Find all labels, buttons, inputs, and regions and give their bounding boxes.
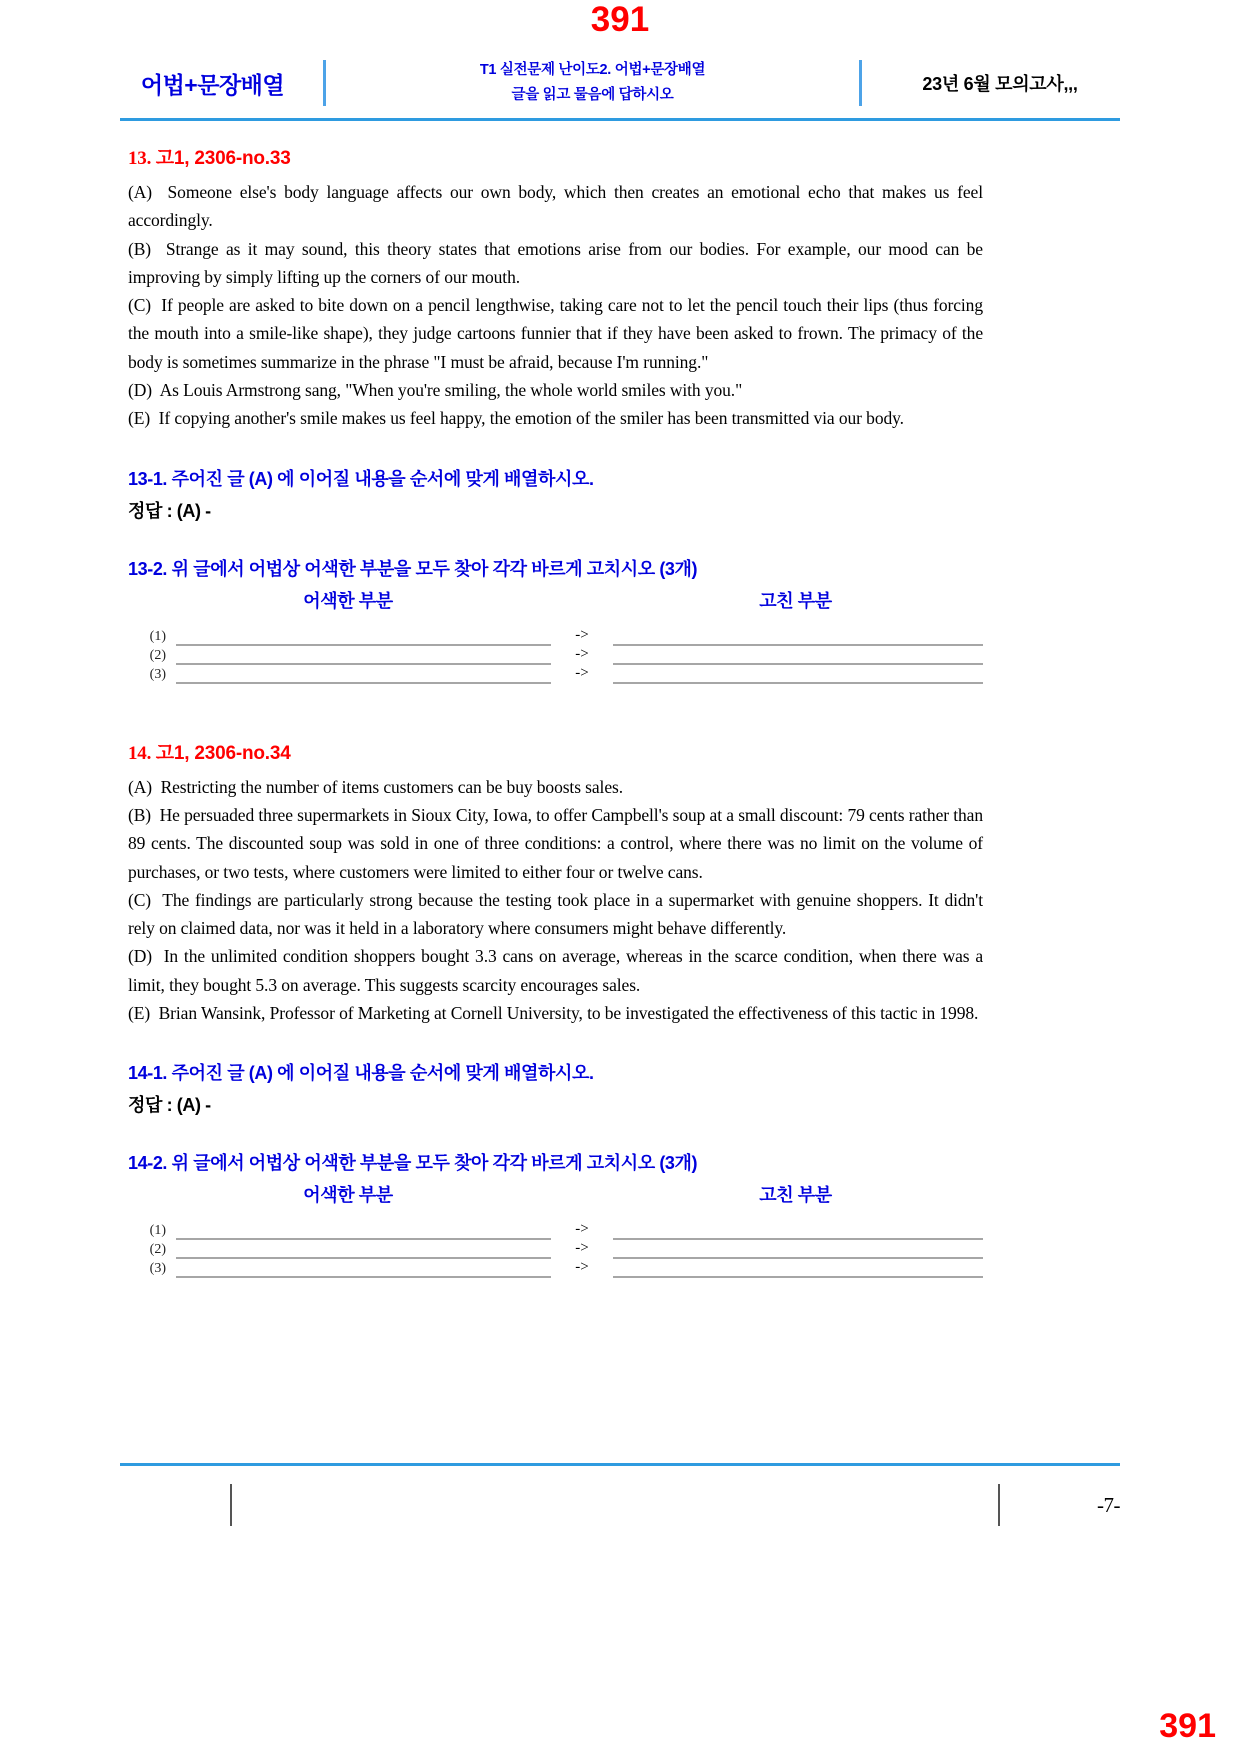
header-center-line-1: T1 실전문제 난이도2. 어법+문장배열 xyxy=(479,61,706,78)
question-14-number: 14. xyxy=(128,742,152,764)
passage-label-B: (B) xyxy=(128,804,152,825)
correction-row-number: (3) xyxy=(149,666,166,682)
bottom-folio-number: 391 xyxy=(1159,1707,1216,1745)
subquestion-14-1-prompt: 주어진 글 (A) 에 이어질 내용을 순서에 맞게 배열하시오. xyxy=(171,1063,594,1084)
question-13-source: 고1, 2306-no.33 xyxy=(155,148,291,169)
correction-input-fixed[interactable] xyxy=(613,1240,983,1259)
question-13-title xyxy=(128,143,983,170)
header-center-line-2: 글을 읽고 물음에 답하시오 xyxy=(511,87,674,103)
correction-input-fixed[interactable] xyxy=(613,1259,983,1278)
correction-input-incorrect[interactable] xyxy=(176,646,551,665)
passage-label-E: (E) xyxy=(128,1003,151,1024)
header-divider-left xyxy=(323,60,326,106)
subquestion-13-2-number: 13-2. xyxy=(128,558,168,579)
question-14-title xyxy=(128,738,983,765)
correction-input-fixed[interactable] xyxy=(613,646,983,665)
correction-input-incorrect[interactable] xyxy=(176,665,551,684)
correction-input-incorrect[interactable] xyxy=(176,1240,551,1259)
correction-table-14-header xyxy=(128,1181,983,1207)
subquestion-14-2-number: 14-2. xyxy=(128,1153,168,1174)
header-left-title: 어법+문장배열 xyxy=(140,71,285,98)
subquestion-13-2 xyxy=(128,555,983,581)
correction-input-fixed[interactable] xyxy=(613,1221,983,1240)
passage-text-D: In the unlimited condition shoppers bought 3.3 cans on average, whereas in the scarce condition, when there was a limit, they bought 5.3 on average. This suggests scarcity encourages sales. xyxy=(128,946,983,995)
footer-rule xyxy=(120,1463,1120,1466)
passage-text-C: If people are asked to bite down on a pencil lengthwise, taking care not to let the pencil touch their lips (thus forcing the mouth into a smile-like shape), they judge cartoons funnier that if they have been asked to frown. The primacy of the body is sometimes summarize in the phrase "I must be afraid, because I'm running." xyxy=(128,295,983,372)
question-13-number: 13. xyxy=(128,148,152,169)
correction-arrow-icon: -> xyxy=(575,1259,589,1276)
subquestion-14-2-prompt: 위 글에서 어법상 어색한 부분을 모두 찾아 각각 바르게 고치시오 (3개) xyxy=(171,1153,698,1174)
correction-input-incorrect[interactable] xyxy=(176,1221,551,1240)
passage-text-E: Brian Wansink, Professor of Marketing at Cornell University, to be investigated the effectiveness of this tactic in 1998. xyxy=(158,1003,979,1024)
footer-divider-left xyxy=(230,1484,232,1526)
correction-col-spacer xyxy=(558,1181,608,1207)
header-rule xyxy=(120,118,1120,121)
correction-input-incorrect[interactable] xyxy=(176,627,551,646)
correction-input-fixed[interactable] xyxy=(613,665,983,684)
passage-text-B: Strange as it may sound, this theory states that emotions arise from our bodies. For example, our mood can be improving by simply lifting up the corners of our mouth. xyxy=(128,238,983,287)
subquestion-14-1 xyxy=(128,1059,983,1085)
passage-text-A: Restricting the number of items customers can be buy boosts sales. xyxy=(160,776,623,797)
answer-field-14-1[interactable]: 정답 : (A) - xyxy=(128,1095,211,1116)
passage-13-D xyxy=(128,376,983,404)
correction-table-13-header xyxy=(128,587,983,613)
correction-arrow-icon: -> xyxy=(575,664,589,681)
correction-col-left-label: 어색한 부분 xyxy=(303,590,393,611)
passage-14-E xyxy=(128,999,983,1027)
passage-label-E: (E) xyxy=(128,408,151,429)
passage-label-D: (D) xyxy=(128,380,152,401)
worksheet-content xyxy=(128,143,983,1278)
correction-input-incorrect[interactable] xyxy=(176,1259,551,1278)
correction-arrow-icon: -> xyxy=(575,1240,589,1257)
question-block-14 xyxy=(128,738,983,1279)
passage-13-B xyxy=(128,235,983,292)
correction-row-number: (1) xyxy=(149,628,166,644)
correction-arrow-icon: -> xyxy=(575,1221,589,1238)
correction-row xyxy=(128,1259,983,1278)
correction-table-14-rows xyxy=(128,1221,983,1278)
passage-label-B: (B) xyxy=(128,238,152,259)
correction-row-number: (1) xyxy=(149,1223,166,1239)
header-divider-right xyxy=(859,60,862,106)
correction-col-right-label: 고친 부분 xyxy=(759,590,832,611)
correction-row xyxy=(128,665,983,684)
footer-page-marker: -7- xyxy=(1097,1492,1120,1517)
passage-label-A: (A) xyxy=(128,776,152,797)
answer-field-13-1[interactable]: 정답 : (A) - xyxy=(128,500,211,521)
passage-label-C: (C) xyxy=(128,295,152,316)
correction-row xyxy=(128,1221,983,1240)
correction-row xyxy=(128,646,983,665)
subquestion-14-2 xyxy=(128,1149,983,1175)
correction-row-number: (2) xyxy=(149,647,166,663)
header-center-title xyxy=(344,58,841,109)
subquestion-13-2-prompt: 위 글에서 어법상 어색한 부분을 모두 찾아 각각 바르게 고치시오 (3개) xyxy=(171,558,698,579)
question-14-source: 고1, 2306-no.34 xyxy=(155,742,291,764)
correction-col-right-label: 고친 부분 xyxy=(759,1185,832,1206)
header-right-title: 23년 6월 모의고사,,, xyxy=(922,74,1078,94)
passage-14-C xyxy=(128,886,983,943)
passage-14-B xyxy=(128,801,983,886)
passage-label-D: (D) xyxy=(128,946,152,967)
correction-row-number: (2) xyxy=(149,1242,166,1258)
question-block-13 xyxy=(128,143,983,684)
passage-13-C xyxy=(128,291,983,376)
passage-text-C: The findings are particularly strong because the testing took place in a supermarket with genuine shoppers. It didn't rely on claimed data, nor was it held in a laboratory where consumers might behave differently. xyxy=(128,889,984,939)
passage-14-A xyxy=(128,773,983,801)
correction-row-number: (3) xyxy=(149,1261,166,1277)
subquestion-13-1 xyxy=(128,465,983,491)
top-folio-number: 391 xyxy=(590,0,650,39)
correction-row xyxy=(128,1240,983,1259)
passage-13-E xyxy=(128,404,983,432)
subquestion-13-1-prompt: 주어진 글 (A) 에 이어질 내용을 순서에 맞게 배열하시오. xyxy=(171,468,594,489)
passage-text-D: As Louis Armstrong sang, "When you're smiling, the whole world smiles with you." xyxy=(159,380,743,401)
correction-arrow-icon: -> xyxy=(575,626,589,643)
passage-14-D xyxy=(128,942,983,999)
passage-label-A: (A) xyxy=(128,182,152,202)
passage-text-B: He persuaded three supermarkets in Sioux City, Iowa, to offer Campbell's soup at a small discount: 79 cents rather than 89 cents. The discounted soup was sold in one of three conditions: a control, where there was no limit on the volume of purchases, or two tests, where customers were limited to either four or twelve cans. xyxy=(128,804,983,882)
passage-text-A: Someone else's body language affects our own body, which then creates an emotional echo that makes us feel accordingly. xyxy=(128,182,983,231)
correction-row xyxy=(128,627,983,646)
passage-text-E: If copying another's smile makes us feel happy, the emotion of the smiler has been transmitted via our body. xyxy=(158,408,904,429)
correction-arrow-icon: -> xyxy=(575,645,589,662)
subquestion-14-1-number: 14-1. xyxy=(128,1063,168,1084)
correction-col-left-label: 어색한 부분 xyxy=(303,1185,393,1206)
correction-input-fixed[interactable] xyxy=(613,627,983,646)
passage-13-A xyxy=(128,178,983,235)
passage-label-C: (C) xyxy=(128,889,152,910)
subquestion-13-1-number: 13-1. xyxy=(128,468,168,489)
page-footer xyxy=(120,1480,1120,1530)
correction-col-spacer xyxy=(558,587,608,613)
correction-table-13-rows xyxy=(128,627,983,684)
page-header xyxy=(120,55,1120,111)
